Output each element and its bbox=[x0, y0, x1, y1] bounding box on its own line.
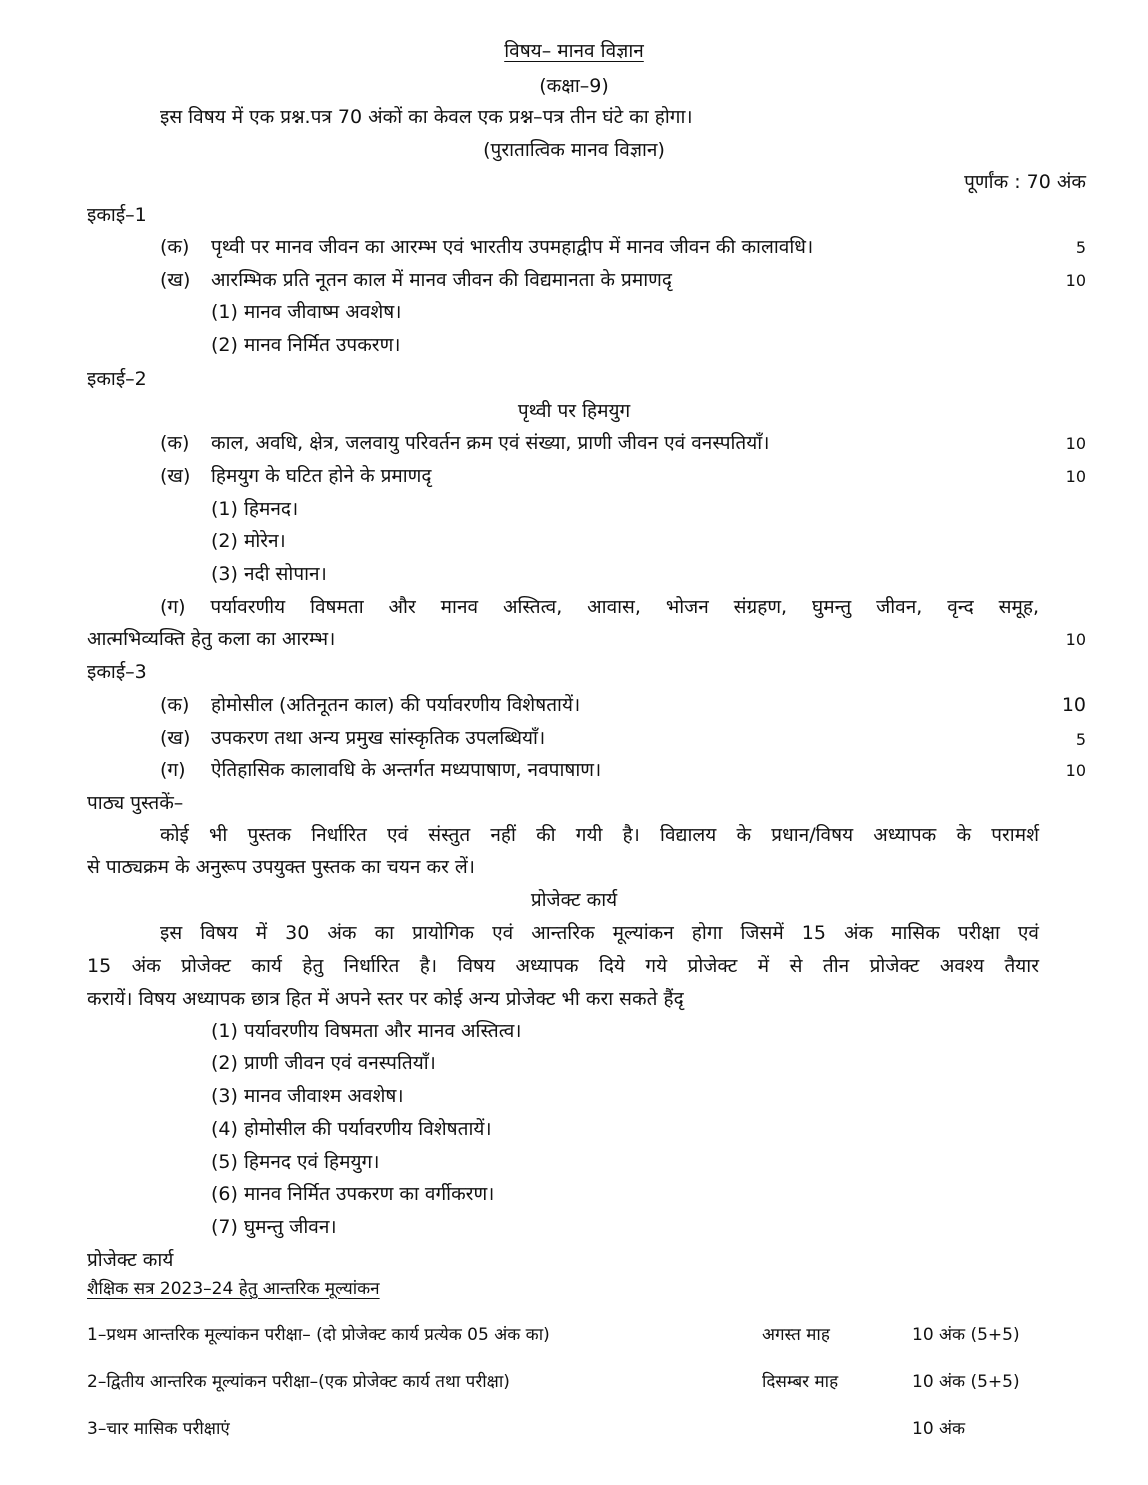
section-title: (पुरातात्विक मानव विज्ञान) bbox=[483, 139, 665, 161]
assessment-row-desc: 3–चार मासिक परीक्षाएं bbox=[87, 1419, 230, 1439]
unit-2-item-g-line1: (ग) पर्यावरणीय विषमता और मानव अस्तित्व, आवास, भोजन संग्रहण, घुमन्तु जीवन, वृन्द समूह, bbox=[160, 596, 1039, 618]
project-list-item: (5) हिमनद एवं हिमयुग। bbox=[211, 1151, 380, 1173]
unit-1-item-text: पृथ्वी पर मानव जीवन का आरम्भ एवं भारतीय उपमहाद्वीप में मानव जीवन की कालावधि। bbox=[211, 236, 814, 258]
unit-2-item-label: (क) bbox=[160, 432, 190, 454]
assessment-row-marks: 10 अंक bbox=[912, 1419, 966, 1439]
project-list-item: (3) मानव जीवाश्म अवशेष। bbox=[211, 1085, 404, 1107]
project-heading: प्रोजेक्ट कार्य bbox=[530, 889, 618, 911]
unit-2-item-text: हिमयुग के घटित होने के प्रमाणदृ bbox=[211, 465, 432, 487]
assessment-row-marks: 10 अंक (5+5) bbox=[912, 1372, 1020, 1392]
textbooks-title: पाठ्य पुस्तकें– bbox=[87, 792, 184, 814]
textbooks-line2: से पाठ्यक्रम के अनुरूप उपयुक्त पुस्तक का चयन कर लें। bbox=[87, 856, 475, 878]
assessment-title: प्रोजेक्ट कार्य bbox=[87, 1249, 174, 1271]
unit-1-subitem: (1) मानव जीवाष्म अवशेष। bbox=[211, 301, 402, 323]
unit-3-item-text: उपकरण तथा अन्य प्रमुख सांस्कृतिक उपलब्धियाँ। bbox=[211, 727, 546, 749]
project-list-item: (1) पर्यावरणीय विषमता और मानव अस्तित्व। bbox=[211, 1020, 522, 1042]
project-list-item: (2) प्राणी जीवन एवं वनस्पतियाँ। bbox=[211, 1052, 436, 1074]
unit-2-heading: पृथ्वी पर हिमयुग bbox=[517, 400, 631, 422]
unit-2-subitem: (1) हिमनद। bbox=[211, 498, 299, 520]
unit-1-title: इकाई–1 bbox=[87, 204, 147, 226]
unit-2-item-text: काल, अवधि, क्षेत्र, जलवायु परिवर्तन क्रम एवं संख्या, प्राणी जीवन एवं वनस्पतियाँ। bbox=[211, 432, 770, 454]
assessment-row-marks: 10 अंक (5+5) bbox=[912, 1325, 1020, 1345]
unit-2-item-label: (ख) bbox=[160, 465, 191, 487]
assessment-row-desc: 2–द्वितीय आन्तरिक मूल्यांकन परीक्षा–(एक प्रोजेक्ट कार्य तथा परीक्षा) bbox=[87, 1372, 510, 1392]
unit-1-item-label: (क) bbox=[160, 236, 190, 258]
project-line2: 15 अंक प्रोजेक्ट कार्य हेतु निर्धारित है। विषय अध्यापक दिये गये प्रोजेक्ट में से तीन प्रोजेक्ट अवश्य तैयार bbox=[87, 955, 1039, 977]
unit-1-item-marks: 10 bbox=[1065, 271, 1086, 290]
unit-3-item-label: (ग) bbox=[160, 759, 186, 781]
assessment-row-month: दिसम्बर माह bbox=[762, 1372, 839, 1392]
intro-text: इस विषय में एक प्रश्न.पत्र 70 अंकों का केवल एक प्रश्न–पत्र तीन घंटे का होगा। bbox=[160, 106, 693, 128]
textbooks-line1: कोई भी पुस्तक निर्धारित एवं संस्तुत नहीं की गयी है। विद्यालय के प्रधान/विषय अध्यापक के परामर्श bbox=[160, 824, 1039, 846]
unit-2-item-marks: 10 bbox=[1065, 467, 1086, 486]
project-line1: इस विषय में 30 अंक का प्रायोगिक एवं आन्तरिक मूल्यांकन होगा जिसमें 15 अंक मासिक परीक्षा एवं bbox=[160, 922, 1039, 944]
unit-3-item-label: (क) bbox=[160, 694, 190, 716]
unit-1-item-text: आरम्भिक प्रति नूतन काल में मानव जीवन की विद्यमानता के प्रमाणदृ bbox=[211, 269, 672, 291]
unit-2-subitem: (2) मोरेन। bbox=[211, 530, 286, 552]
unit-2-title: इकाई–2 bbox=[87, 368, 147, 390]
project-list-item: (6) मानव निर्मित उपकरण का वर्गीकरण। bbox=[211, 1183, 495, 1205]
unit-2-subitem: (3) नदी सोपान। bbox=[211, 563, 327, 585]
assessment-row-month: अगस्त माह bbox=[762, 1325, 830, 1345]
unit-1-item-label: (ख) bbox=[160, 269, 191, 291]
project-line3: करायें। विषय अध्यापक छात्र हित में अपने स्तर पर कोई अन्य प्रोजेक्ट भी करा सकते हैंदृ bbox=[87, 988, 684, 1010]
project-list-item: (4) होमोसील की पर्यावरणीय विशेषतायें। bbox=[211, 1118, 492, 1140]
unit-2-item-g-marks: 10 bbox=[1065, 630, 1086, 649]
unit-3-item-text: ऐतिहासिक कालावधि के अन्तर्गत मध्यपाषाण, नवपाषाण। bbox=[211, 759, 602, 781]
unit-3-item-marks: 5 bbox=[1075, 730, 1086, 749]
unit-3-item-marks: 10 bbox=[1065, 761, 1086, 780]
unit-1-item-marks: 5 bbox=[1075, 238, 1086, 257]
assessment-row-desc: 1–प्रथम आन्तरिक मूल्यांकन परीक्षा– (दो प्रोजेक्ट कार्य प्रत्येक 05 अंक का) bbox=[87, 1325, 550, 1345]
unit-3-item-label: (ख) bbox=[160, 727, 191, 749]
unit-3-item-marks: 10 bbox=[1061, 694, 1086, 716]
unit-3-title: इकाई–3 bbox=[87, 661, 147, 683]
unit-2-item-marks: 10 bbox=[1065, 434, 1086, 453]
unit-1-subitem: (2) मानव निर्मित उपकरण। bbox=[211, 334, 401, 356]
max-marks: पूर्णांक : 70 अंक bbox=[964, 171, 1086, 193]
assessment-subtitle: शैक्षिक सत्र 2023–24 हेतु आन्तरिक मूल्यांकन bbox=[87, 1279, 380, 1299]
subject-title: विषय– मानव विज्ञान bbox=[504, 40, 644, 62]
project-list-item: (7) घुमन्तु जीवन। bbox=[211, 1216, 337, 1238]
unit-3-item-text: होमोसील (अतिनूतन काल) की पर्यावरणीय विशेषतायें। bbox=[211, 694, 581, 716]
unit-2-item-g-line2: आत्मभिव्यक्ति हेतु कला का आरम्भ। bbox=[87, 628, 336, 650]
class-label: (कक्षा–9) bbox=[539, 75, 609, 97]
